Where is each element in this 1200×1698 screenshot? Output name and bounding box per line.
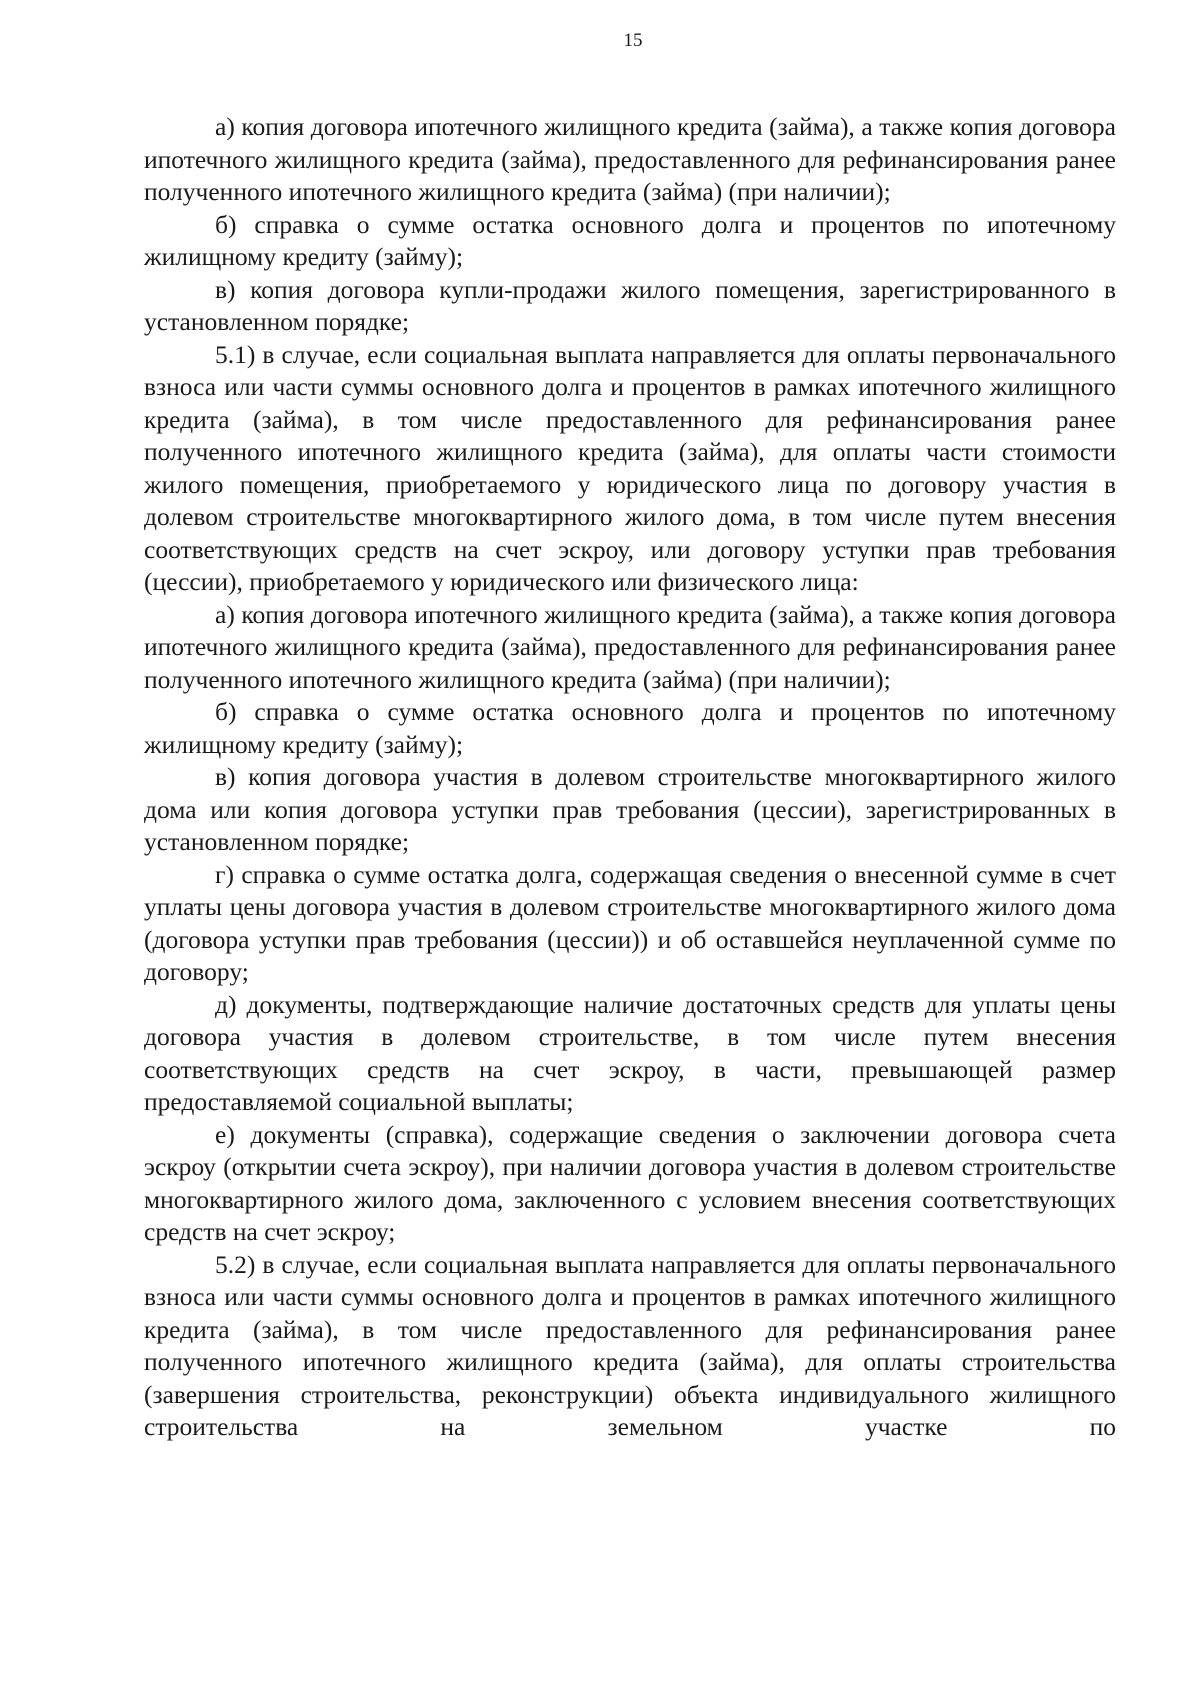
paragraph-b-debt-certificate-2: б) справка о сумме остатка основного долга и процентов по ипотечному жилищному кредиту (займу); (144, 697, 1116, 759)
document-body (144, 111, 1116, 1444)
page-number: 15 (623, 30, 643, 51)
paragraph-5-1-shared-construction: 5.1) в случае, если социальная выплата направляется для оплаты первоначального взноса или части суммы основного долга и процентов в рамках ипотечного жилищного кредита (займа), в том числе предоставленного для рефинансирования ранее полученного ипотечного жилищного кредита (займа), для оплаты части стоимости жилого помещения, приобретаемого у юридического лица по договору участия в долевом строительстве многоквартирного жилого дома, в том числе путем внесения соответствующих средств на счет эскроу, или договору уступки прав требования (цессии), приобретаемого у юридического или физического лица: (144, 339, 1116, 596)
paragraph-a-loan-contract: а) копия договора ипотечного жилищного кредита (займа), а также копия договора ипотечного жилищного кредита (займа), предоставленного для рефинансирования ранее полученного ипотечного жилищного кредита (займа) (при наличии); (144, 112, 1116, 206)
paragraph-v-sale-contract: в) копия договора купли-продажи жилого помещения, зарегистрированного в установленном порядке; (144, 274, 1116, 336)
paragraph-v-participation-contract: в) копия договора участия в долевом строительстве многоквартирного жилого дома или копия договора уступки прав требования (цессии), зарегистрированных в установленном порядке; (144, 762, 1116, 856)
paragraph-b-debt-certificate: б) справка о сумме остатка основного долга и процентов по ипотечному жилищному кредиту (займу); (144, 209, 1116, 271)
paragraph-e-escrow-documents: е) документы (справка), содержащие сведения о заключении договора счета эскроу (открытии счета эскроу), при наличии договора участия в долевом строительстве многоквартирного жилого дома, заключенного с условием внесения соответствующих средств на счет эскроу; (144, 1119, 1116, 1246)
paragraph-a-loan-contract-2: а) копия договора ипотечного жилищного кредита (займа), а также копия договора ипотечного жилищного кредита (займа), предоставленного для рефинансирования ранее полученного ипотечного жилищного кредита (займа) (при наличии); (144, 599, 1116, 694)
paragraph-d-sufficient-funds-documents: д) документы, подтверждающие наличие достаточных средств для уплаты цены договора участия в долевом строительстве, в том числе путем внесения соответствующих средств на счет эскроу, в части, превышающей размер предоставляемой социальной выплаты; (144, 989, 1116, 1116)
paragraph-g-debt-balance-certificate: г) справка о сумме остатка долга, содержащая сведения о внесенной сумме в счет уплаты цены договора участия в долевом строительстве многоквартирного жилого дома (договора уступки прав требования (цессии)) и об оставшейся неуплаченной сумме по договору; (144, 859, 1116, 986)
paragraph-5-2-individual-housing: 5.2) в случае, если социальная выплата направляется для оплаты первоначального взноса или части суммы основного долга и процентов в рамках ипотечного жилищного кредита (займа), в том числе предоставленного для рефинансирования ранее полученного ипотечного жилищного кредита (займа), для оплаты строительства (завершения строительства, реконструкции) объекта индивидуального жилищного строительства на земельном участке по (144, 1249, 1116, 1441)
